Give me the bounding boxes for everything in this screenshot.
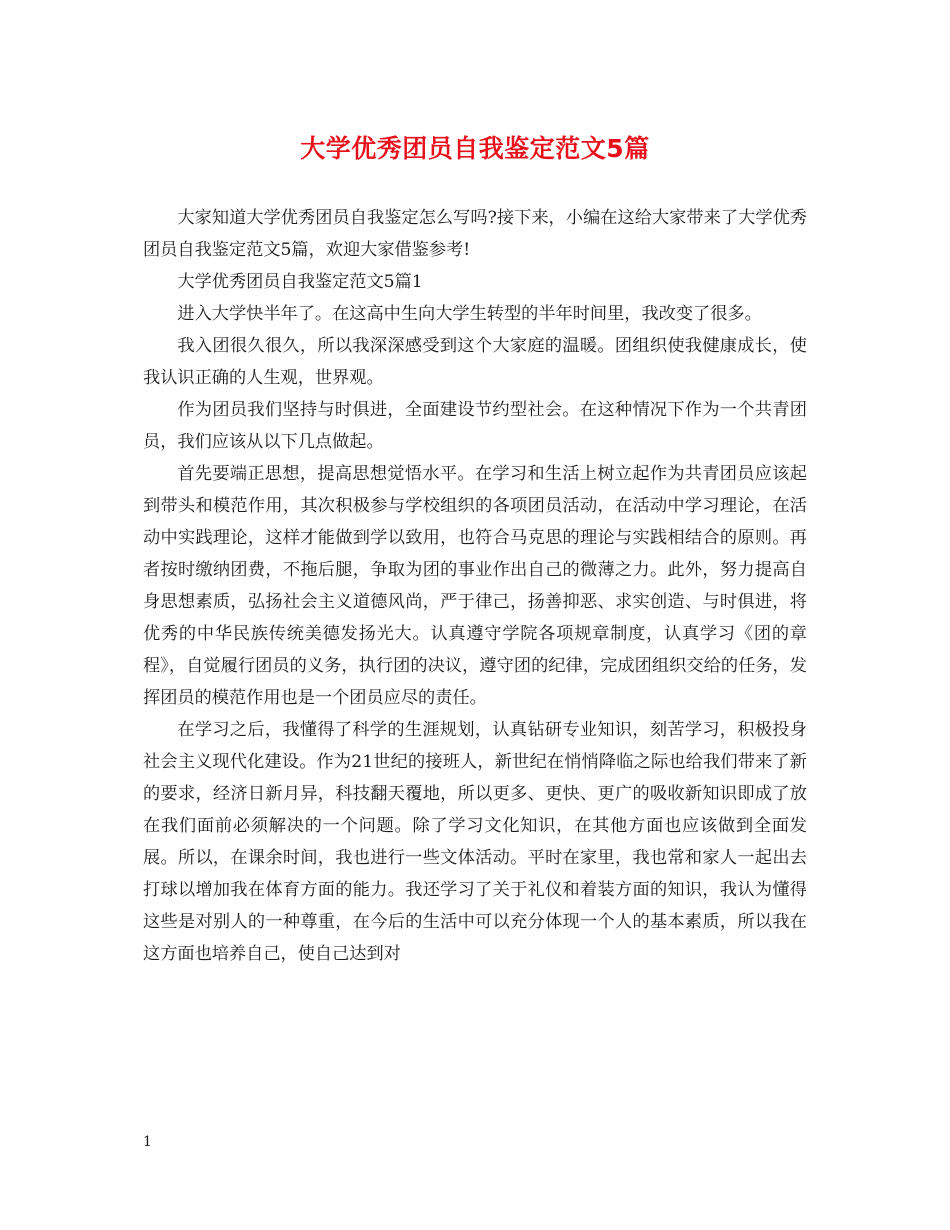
document-body <box>143 202 807 970</box>
body-paragraph: 在学习之后，我懂得了科学的生涯规划，认真钻研专业知识，刻苦学习，积极投身社会主义现代化建设。作为21世纪的接班人，新世纪在悄悄降临之际也给我们带来了新的要求，经济日新月异，科技翻天覆地，所以更多、更快、更广的吸收新知识即成了放在我们面前必须解决的一个问题。除了学习文化知识，在其他方面也应该做到全面发展。所以，在课余时间，我也进行一些文体活动。平时在家里，我也常和家人一起出去打球以增加我在体育方面的能力。我还学习了关于礼仪和着装方面的知识，我认为懂得这些是对别人的一种尊重，在今后的生活中可以充分体现一个人的基本素质，所以我在这方面也培养自己，使自己达到对 <box>143 720 807 964</box>
body-paragraph: 进入大学快半年了。在这高中生向大学生转型的半年时间里，我改变了很多。 <box>177 304 762 324</box>
body-paragraph: 首先要端正思想，提高思想觉悟水平。在学习和生活上树立起作为共青团员应该起到带头和模范作用，其次积极参与学校组织的各项团员活动，在活动中学习理论，在活动中实践理论，这样才能做到学以致用，也符合马克思的理论与实践相结合的原则。再者按时缴纳团费，不拖后腿，争取为团的事业作出自己的微薄之力。此外，努力提高自身思想素质，弘扬社会主义道德风尚，严于律己，扬善抑恶、求实创造、与时俱进，将优秀的中华民族传统美德发扬光大。认真遵守学院各项规章制度，认真学习《团的章程》，自觉履行团员的义务，执行团的决议，遵守团的纪律，完成团组织交给的任务，发挥团员的模范作用也是一个团员应尽的责任。 <box>143 464 807 708</box>
page-number: 1 <box>143 1134 152 1150</box>
document-title: 大学优秀团员自我鉴定范文5篇 <box>300 134 650 163</box>
intro-paragraph: 大家知道大学优秀团员自我鉴定怎么写吗?接下来，小编在这给大家带来了大学优秀团员自我鉴定范文5篇，欢迎大家借鉴参考! <box>143 208 807 260</box>
section-heading: 大学优秀团员自我鉴定范文5篇1 <box>177 272 423 292</box>
body-paragraph: 作为团员我们坚持与时俱进，全面建设节约型社会。在这种情况下作为一个共青团员，我们应该从以下几点做起。 <box>143 400 807 452</box>
body-paragraph: 我入团很久很久，所以我深深感受到这个大家庭的温暖。团组织使我健康成长，使我认识正确的人生观，世界观。 <box>143 336 807 388</box>
